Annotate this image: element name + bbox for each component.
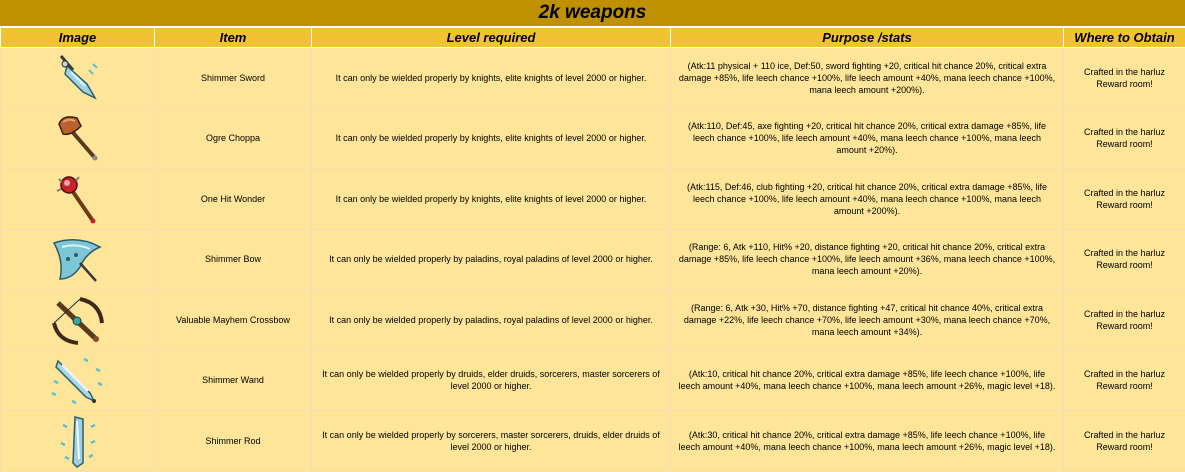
table-row (1, 108, 1185, 169)
level-required[interactable]: It can only be wielded properly by knights, elite knights of level 2000 or higher. (312, 108, 671, 169)
table-row (1, 350, 1185, 411)
item-name[interactable]: Shimmer Rod (155, 411, 312, 472)
item-name[interactable]: Ogre Choppa (155, 108, 312, 169)
where-to-obtain[interactable]: Crafted in the harluz Reward room! (1064, 48, 1185, 109)
stats[interactable]: (Atk:110, Def:45, axe fighting +20, critical hit chance 20%, critical extra damage +85%, life leech chance +100%, life leech amount +40%, mana leech chance +100%, mana leech amount +20%). (671, 108, 1064, 169)
where-to-obtain[interactable]: Crafted in the harluz Reward room! (1064, 169, 1185, 230)
table-row (1, 290, 1185, 351)
one-hit-wonder-icon (53, 173, 103, 225)
where-to-obtain[interactable]: Crafted in the harluz Reward room! (1064, 108, 1185, 169)
header-where[interactable]: Where to Obtain (1064, 28, 1185, 48)
stats[interactable]: (Atk:11 physical + 110 ice, Def:50, sword fighting +20, critical hit chance 20%, critical extra damage +85%, life leech chance +100%, life leech amount +40%, mana leech chance +100%, mana leech amount +200%). (671, 48, 1064, 109)
item-name[interactable]: Shimmer Sword (155, 48, 312, 109)
where-to-obtain[interactable]: Crafted in the harluz Reward room! (1064, 350, 1185, 411)
stats[interactable]: (Atk:115, Def:46, club fighting +20, critical hit chance 20%, critical extra damage +85%, life leech chance +100%, life leech amount +40%, mana leech chance +100%, mana leech amount +200%). (671, 169, 1064, 230)
table-row (1, 169, 1185, 230)
item-name[interactable]: Valuable Mayhem Crossbow (155, 290, 312, 351)
shimmer-sword-icon (53, 52, 103, 104)
item-name[interactable]: One Hit Wonder (155, 169, 312, 230)
item-name[interactable]: Shimmer Bow (155, 229, 312, 290)
stats[interactable]: (Atk:30, critical hit chance 20%, critical extra damage +85%, life leech chance +100%, life leech amount +40%, mana leech chance +100%, mana leech amount +26%, magic level +18). (671, 411, 1064, 472)
ogre-choppa-icon (53, 112, 103, 164)
sheet-title: 2k weapons (539, 2, 647, 24)
level-required[interactable]: It can only be wielded properly by paladins, royal paladins of level 2000 or higher. (312, 229, 671, 290)
item-name[interactable]: Shimmer Wand (155, 350, 312, 411)
valuable-mayhem-crossbow-icon (50, 293, 106, 347)
stats[interactable]: (Range: 6, Atk +30, Hit% +70, distance fighting +47, critical hit chance 40%, critical extra damage +22%, life leech chance +70%, life leech amount +30%, mana leech chance +70%, mana leech amount +34%). (671, 290, 1064, 351)
table-row (1, 229, 1185, 290)
where-to-obtain[interactable]: Crafted in the harluz Reward room! (1064, 229, 1185, 290)
sheet-title-bar (0, 0, 1185, 27)
level-required[interactable]: It can only be wielded properly by knights, elite knights of level 2000 or higher. (312, 169, 671, 230)
where-to-obtain[interactable]: Crafted in the harluz Reward room! (1064, 290, 1185, 351)
header-image[interactable]: Image (1, 28, 155, 48)
shimmer-bow-icon (50, 233, 106, 285)
shimmer-wand-icon (50, 353, 106, 407)
shimmer-rod-icon (53, 413, 103, 469)
header-row (1, 28, 1185, 48)
level-required[interactable]: It can only be wielded properly by druids, elder druids, sorcerers, master sorcerers of level 2000 or higher. (312, 350, 671, 411)
level-required[interactable]: It can only be wielded properly by paladins, royal paladins of level 2000 or higher. (312, 290, 671, 351)
header-stats[interactable]: Purpose /stats (671, 28, 1064, 48)
level-required[interactable]: It can only be wielded properly by knights, elite knights of level 2000 or higher. (312, 48, 671, 109)
header-item[interactable]: Item (155, 28, 312, 48)
header-level[interactable]: Level required (312, 28, 671, 48)
stats[interactable]: (Atk:10, critical hit chance 20%, critical extra damage +85%, life leech chance +100%, life leech amount +40%, mana leech chance +100%, mana leech amount +26%, magic level +18). (671, 350, 1064, 411)
table-row (1, 48, 1185, 109)
stats[interactable]: (Range: 6, Atk +110, Hit% +20, distance fighting +20, critical hit chance 20%, critical extra damage +85%, life leech chance +100%, life leech amount +36%, mana leech chance +100%, mana leech amount +20%). (671, 229, 1064, 290)
level-required[interactable]: It can only be wielded properly by sorcerers, master sorcerers, druids, elder druids of level 2000 or higher. (312, 411, 671, 472)
weapons-table (0, 27, 1185, 472)
table-row (1, 411, 1185, 472)
where-to-obtain[interactable]: Crafted in the harluz Reward room! (1064, 411, 1185, 472)
